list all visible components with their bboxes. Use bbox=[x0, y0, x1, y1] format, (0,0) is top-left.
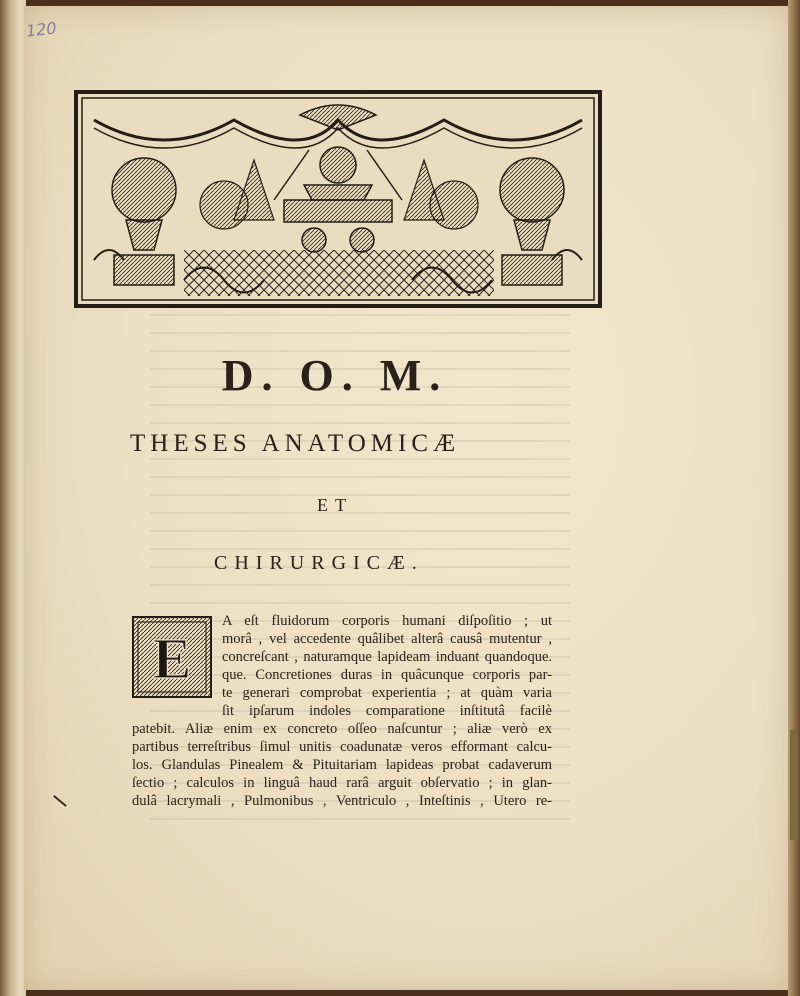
title-theses-anatomicae: THESES ANATOMICÆ bbox=[130, 430, 461, 457]
text-line: los. Glandulas Pinealem & Pituitariam lapideas probat cadaverum bbox=[132, 757, 552, 773]
text-line: ſectio ; calculos in linguâ haud rarâ arguit obſervatio ; in glan- bbox=[132, 775, 552, 791]
text-line: dulâ lacrymali , Pulmonibus , Ventriculo , Inteſtinis , Utero re- bbox=[132, 793, 552, 809]
paragraph-full bbox=[132, 720, 552, 810]
title-et: ET bbox=[317, 495, 353, 515]
bookmark-ribbon bbox=[790, 730, 798, 840]
title-dom: D. O. M. bbox=[221, 351, 449, 400]
text-line: morâ , vel accedente quâlibet alterâ causâ mutentur , bbox=[222, 631, 552, 647]
initial-letter: E bbox=[152, 626, 192, 691]
page-edge bbox=[788, 0, 800, 996]
text-line: concreſcant , naturamque lapideam induant quandoque. bbox=[222, 649, 552, 665]
text-line: patebit. Aliæ enim ex concreto oſſeo naſcuntur ; aliæ verò ex bbox=[132, 721, 552, 737]
text-line: te generari comprobat experientia ; at quàm varia bbox=[222, 685, 552, 701]
decorated-initial-icon bbox=[132, 616, 212, 698]
text-line: partibus terreſtribus ſimul unitis coadunatæ veros efformant calcu- bbox=[132, 739, 552, 755]
title-chirurgicae: CHIRURGICÆ. bbox=[214, 552, 424, 574]
ornamental-headpiece-icon bbox=[74, 90, 602, 308]
text-line: A eſt fluidorum corporis humani diſpoſitio ; ut bbox=[222, 613, 552, 629]
paragraph-narrow bbox=[222, 612, 552, 720]
text-line: que. Concretiones duras in quâcunque corporis par- bbox=[222, 667, 552, 683]
text-line: ſit ipſarum indoles comparatione inſtitutâ facilè bbox=[222, 703, 552, 719]
shelfmark-number: 120 bbox=[25, 18, 58, 41]
